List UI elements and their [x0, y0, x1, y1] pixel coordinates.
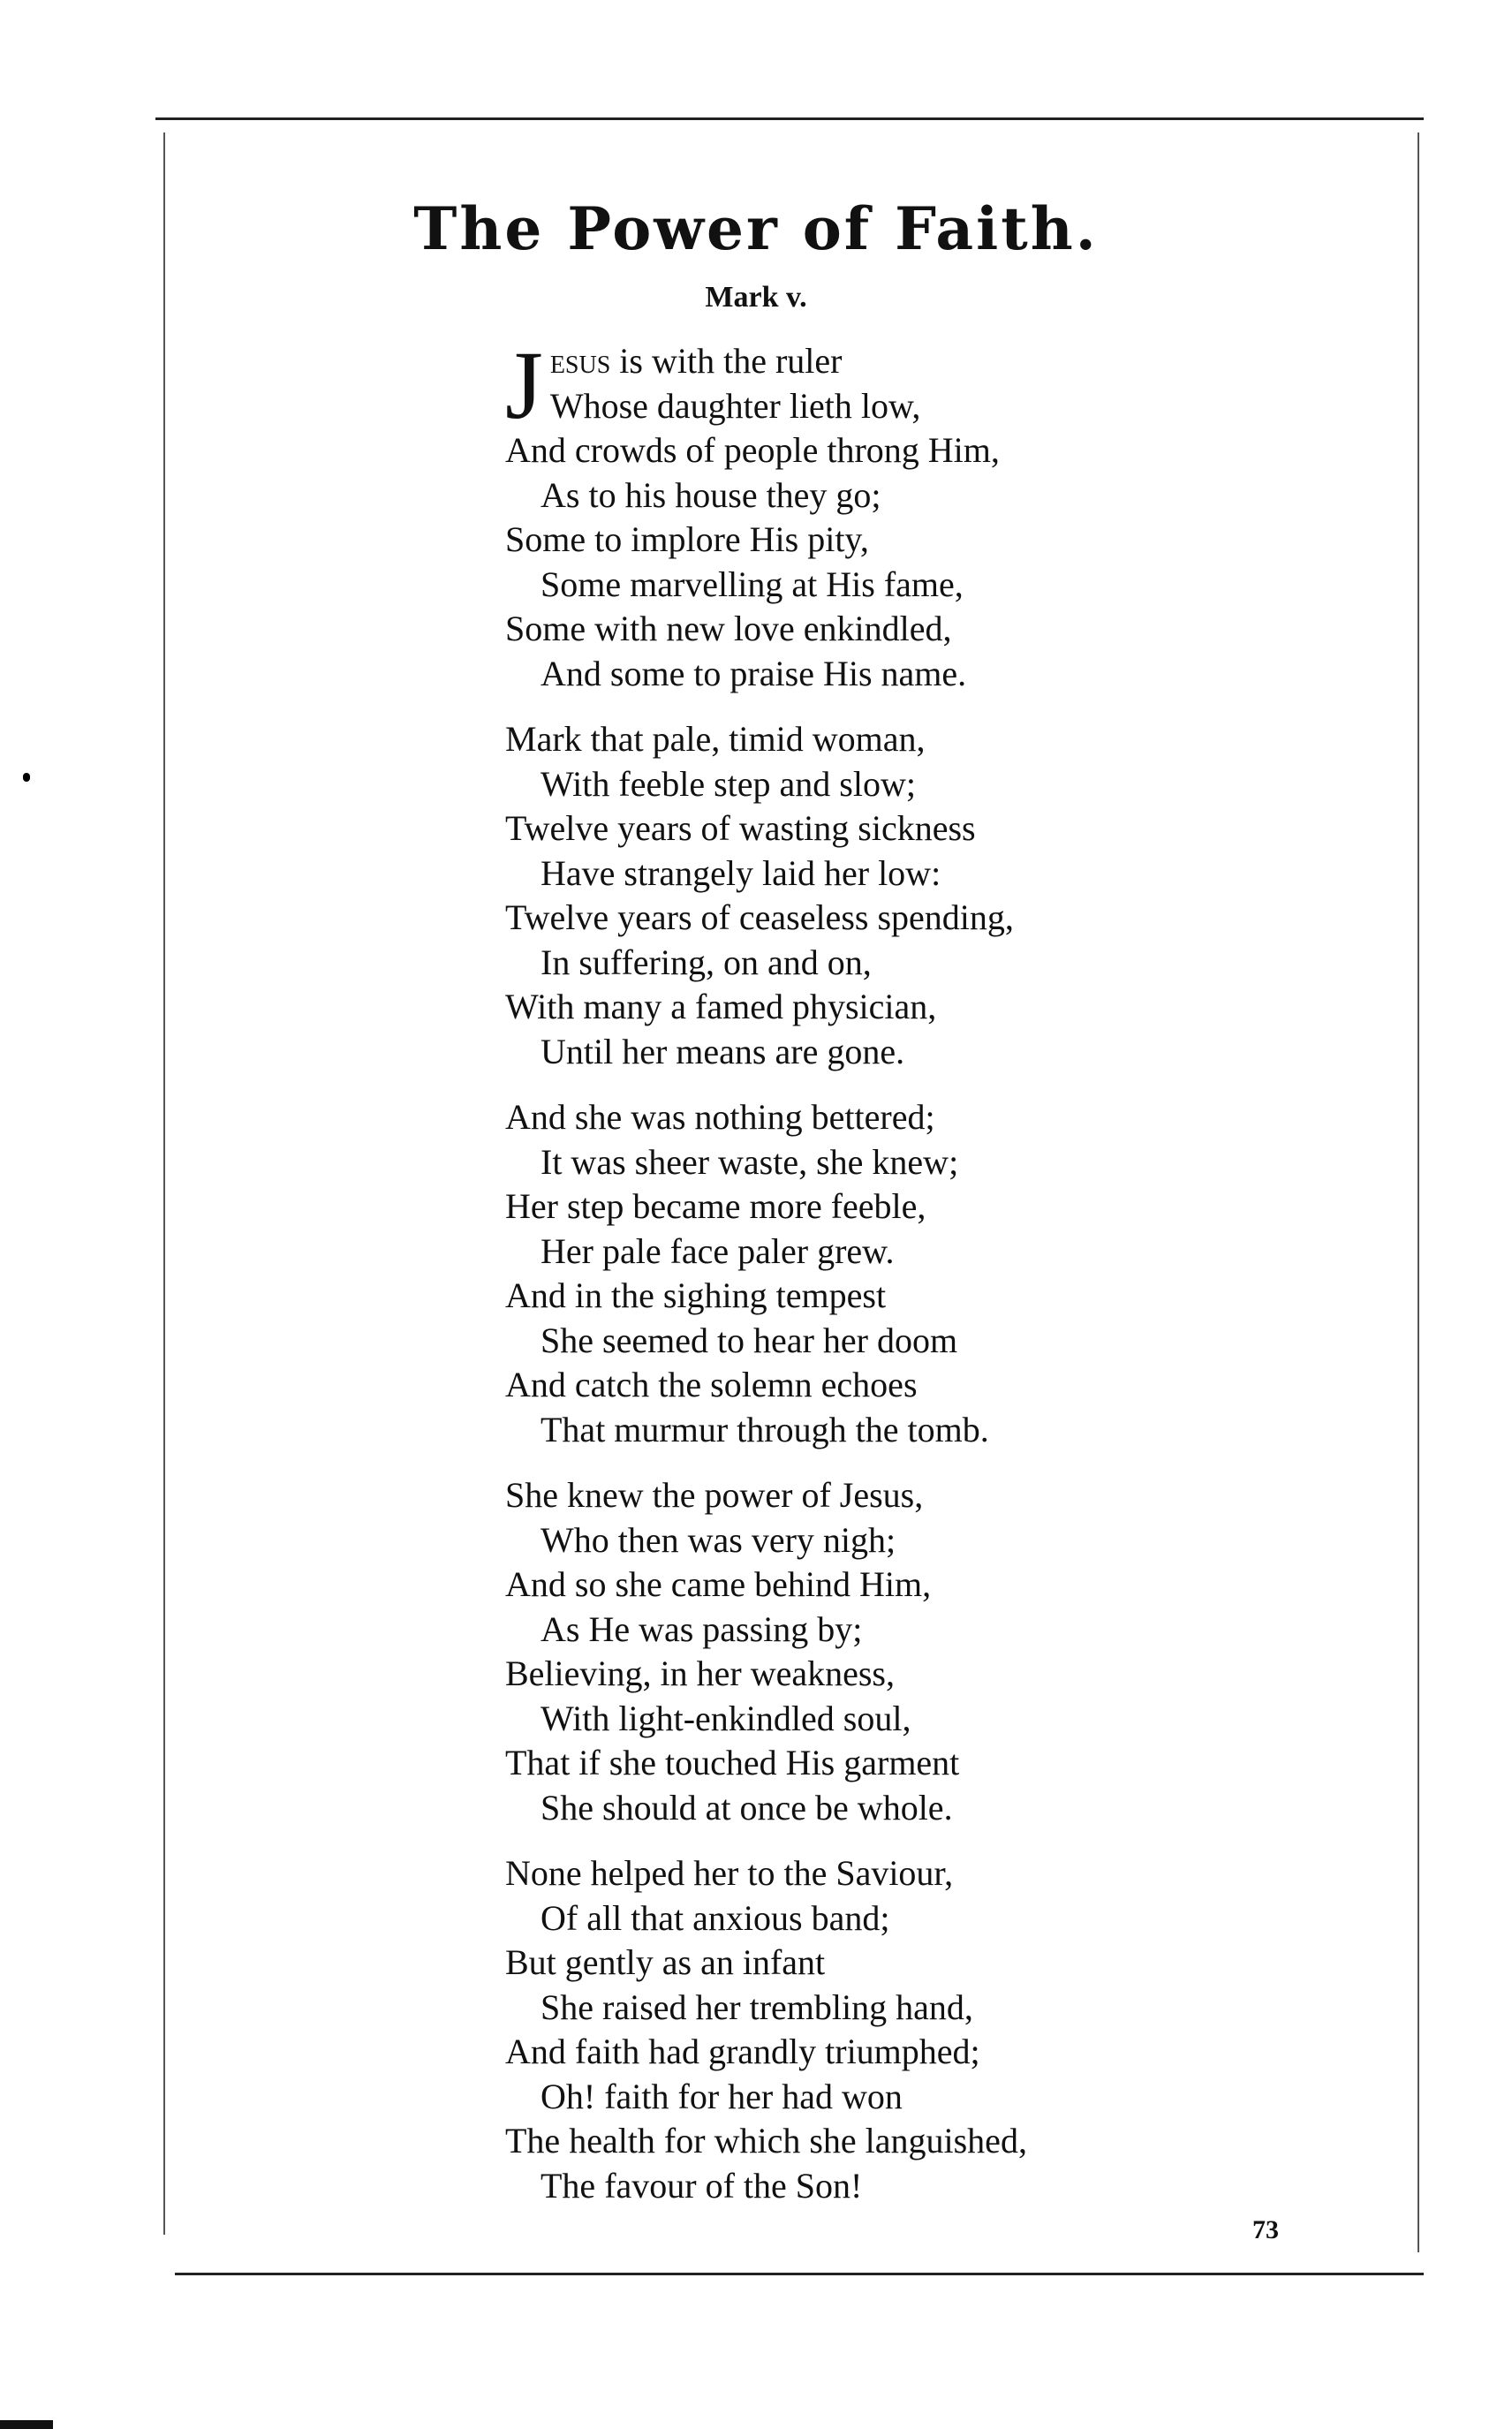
poem-line: Some with new love enkindled, [505, 609, 952, 648]
drop-cap: J [505, 331, 543, 439]
poem-line: That if she touched His garment [505, 1743, 960, 1782]
poem-line: Until her means are gone. [541, 1031, 905, 1071]
page-subtitle: Mark v. [705, 281, 807, 314]
poem-line: And she was nothing bettered; [505, 1097, 935, 1137]
poem-line: And so she came behind Him, [505, 1564, 932, 1604]
poem-line: In suffering, on and on, [541, 942, 872, 982]
poem-line: As He was passing by; [541, 1608, 863, 1649]
poem-line: And some to praise His name. [541, 653, 967, 693]
poem-line: Believing, in her weakness, [505, 1653, 895, 1693]
right-rule [1418, 132, 1419, 2252]
stanza [505, 1851, 1212, 2208]
poem [505, 331, 1212, 2229]
margin-dot [23, 773, 30, 782]
poem-line: The health for which she languished, [505, 2121, 1027, 2160]
page-number: 73 [1252, 2215, 1279, 2244]
poem-line: It was sheer waste, she knew; [541, 1141, 959, 1182]
poem-line: And crowds of people throng Him, [505, 430, 1000, 470]
page-title: The Power of Faith. [413, 194, 1099, 263]
poem-line: She raised her trembling hand, [541, 1986, 973, 2027]
poem-line: Some to implore His pity, [505, 519, 869, 559]
poem-line: The favour of the Son! [541, 2165, 863, 2206]
poem-line: With feeble step and slow; [541, 763, 916, 804]
poem-line: That murmur through the tomb. [541, 1409, 989, 1449]
poem-line: And catch the solemn echoes [505, 1365, 918, 1404]
poem-line: She seemed to hear her doom [541, 1320, 958, 1360]
poem-line: She should at once be whole. [541, 1787, 953, 1827]
poem-line: None helped her to the Saviour, [505, 1853, 954, 1893]
top-rule [155, 117, 1424, 120]
poem-line: Mark that pale, timid woman, [505, 719, 926, 759]
left-rule [163, 132, 165, 2235]
poem-line: Her step became more feeble, [505, 1186, 926, 1226]
stanza [505, 717, 1212, 1074]
poem-line: As to his house they go; [541, 474, 881, 515]
poem-line: And faith had grandly triumphed; [505, 2032, 980, 2071]
poem-line: And in the sighing tempest [505, 1275, 887, 1315]
stanza [505, 331, 1212, 696]
edge-mark [0, 2420, 53, 2429]
poem-line: Some marvelling at His fame, [541, 564, 964, 604]
poem-line: Oh! faith for her had won [541, 2076, 903, 2116]
line-text: is with the ruler [610, 341, 843, 381]
poem-line: With many a famed physician, [505, 987, 937, 1026]
poem-line: Twelve years of wasting sickness [505, 808, 976, 848]
poem-line: Who then was very nigh; [541, 1519, 896, 1560]
bottom-rule [175, 2273, 1424, 2275]
poem-line: Her pale face paler grew. [541, 1230, 895, 1271]
poem-line: Have strangely laid her low: [541, 852, 941, 893]
stanza [505, 1095, 1212, 1452]
poem-line: Twelve years of ceaseless spending, [505, 897, 1014, 937]
poem-line: Whose daughter lieth low, [549, 385, 921, 426]
stanza [505, 1473, 1212, 1830]
small-caps-word: esus [549, 341, 611, 381]
poem-line: She knew the power of Jesus, [505, 1475, 924, 1515]
poem-line: Of all that anxious band; [541, 1897, 890, 1938]
poem-line: But gently as an infant [505, 1942, 826, 1982]
poem-line: With light-enkindled soul, [541, 1698, 911, 1738]
